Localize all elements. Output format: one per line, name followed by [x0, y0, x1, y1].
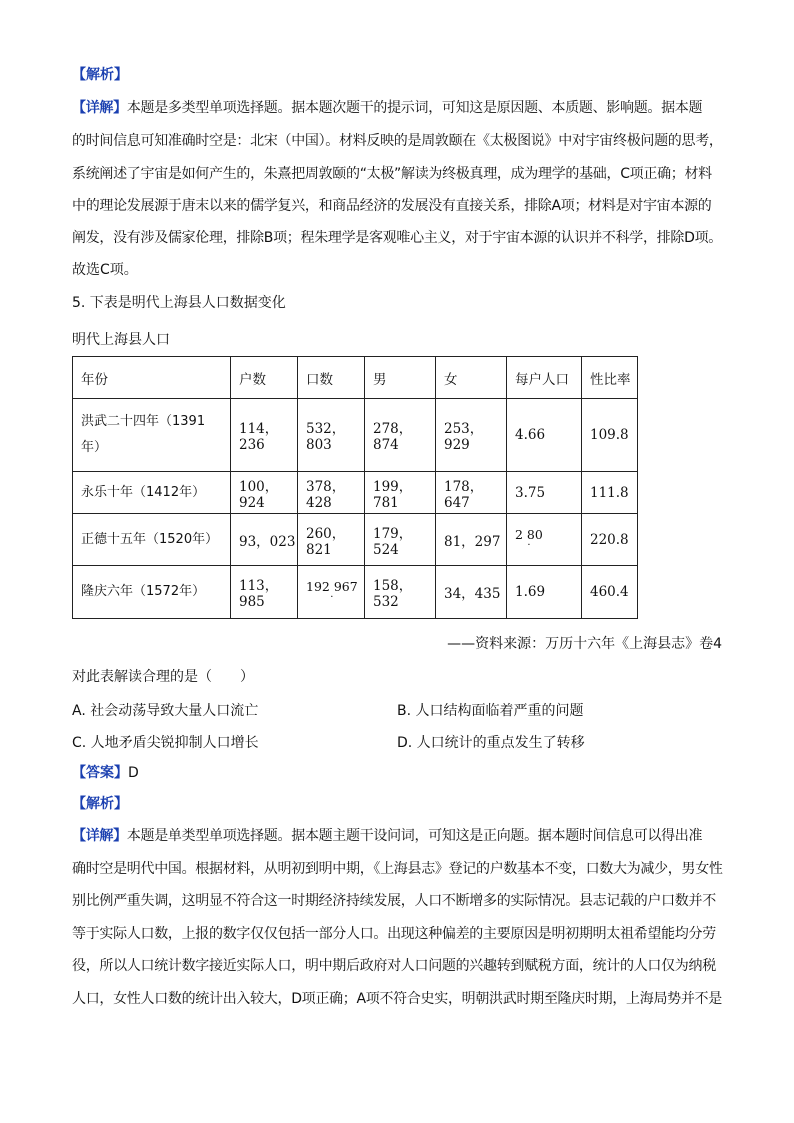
per-household-cell: 4.66: [507, 399, 582, 472]
female-cell: 253，929: [436, 399, 507, 472]
male-cell: 179，524: [365, 514, 436, 566]
option-c: C. 人地矛盾尖锐抑制人口增长: [72, 735, 259, 751]
population-cell: 192 967 ·: [298, 566, 365, 619]
population-cell: 260，821: [298, 514, 365, 566]
detail-paragraph-line: 中的理论发展源于唐末以来的儒学复兴，和商品经济的发展没有直接关系，排除A项；材料是对宇宙本源的: [72, 198, 712, 214]
per-household-cell: 2 80 ·: [507, 514, 582, 566]
table-row: [73, 566, 638, 619]
option-b: B. 人口结构面临着严重的问题: [397, 703, 584, 719]
detail-paragraph-line: 故选C项。: [72, 262, 138, 278]
households-cell: 114，236: [231, 399, 298, 472]
header-cell: 男: [365, 357, 436, 399]
male-cell: 278，874: [365, 399, 436, 472]
detail-paragraph-line: 役，所以人口统计数字接近实际人口，明中期后政府对人口问题的兴趣转到赋税方面，统计的人口仅为纳税: [72, 958, 716, 974]
per-household-cell: 3.75: [507, 472, 582, 514]
option-a: A. 社会动荡导致大量人口流亡: [72, 703, 259, 719]
detail-paragraph-line: 确时空是明代中国。根据材料，从明初到明中期，《上海县志》登记的户数基本不变，口数大为减少，男女性: [72, 861, 723, 877]
table-caption: 明代上海县人口: [72, 332, 170, 348]
answer-value: D: [128, 765, 139, 781]
households-cell: 113，985: [231, 566, 298, 619]
header-cell: 口数: [298, 357, 365, 399]
female-cell: 81，297: [436, 514, 507, 566]
households-cell: 93，023: [231, 514, 298, 566]
year-cell: 正德十五年（1520年）: [73, 514, 231, 566]
detail-paragraph-line: 阐发，没有涉及儒家伦理，排除B项；程朱理学是客观唯心主义，对于宇宙本源的认识并不科学，排除D项。: [72, 230, 722, 246]
detail-paragraph-line: 系统阐述了宇宙是如何产生的，朱熹把周敦颐的“太极”解读为终极真理，成为理学的基础，C项正确；材料: [72, 166, 712, 182]
male-cell: 199，781: [365, 472, 436, 514]
detail-paragraph-line: 人口，女性人口数的统计出入较大，D项正确；A项不符合史实，明朝洪武时期至隆庆时期，上海局势并不是: [72, 991, 722, 1007]
detail-paragraph-line: 【详解】本题是单类型单项选择题。据本题主题干设问词，可知这是正向题。据本题时间信息可以得出准: [72, 828, 703, 844]
table-row: [73, 399, 638, 472]
sex-ratio-cell: 220.8: [582, 514, 638, 566]
year-cell: 洪武二十四年（1391 年）: [73, 399, 231, 472]
year-cell: 永乐十年（1412年）: [73, 472, 231, 514]
year-cell: 隆庆六年（1572年）: [73, 566, 231, 619]
detail-paragraph-line: 等于实际人口数，上报的数字仅仅包括一部分人口。出现这种偏差的主要原因是明初期明太祖希望能均分劳: [72, 926, 716, 942]
female-cell: 34，435: [436, 566, 507, 619]
table-source: ——资料来源：万历十六年《上海县志》卷4: [447, 636, 722, 652]
analysis-tag: 【解析】: [72, 796, 128, 812]
analysis-tag: 【解析】: [72, 67, 128, 83]
detail-tag: 【详解】: [72, 100, 127, 116]
header-cell: 女: [436, 357, 507, 399]
header-cell: 每户人口: [507, 357, 582, 399]
population-cell: 378，428: [298, 472, 365, 514]
detail-paragraph-line: 的时间信息可知准确时空是：北宋（中国）。材料反映的是周敦颐在《太极图说》中对宇宙终极问题的思考，: [72, 133, 723, 149]
header-cell: 性比率: [582, 357, 638, 399]
female-cell: 178，647: [436, 472, 507, 514]
households-cell: 100，924: [231, 472, 298, 514]
sex-ratio-cell: 109.8: [582, 399, 638, 472]
population-table: [72, 356, 638, 619]
table-row: [73, 472, 638, 514]
question-prompt: 对此表解读合理的是（ ）: [72, 669, 254, 685]
population-cell: 532，803: [298, 399, 365, 472]
table-row: [73, 514, 638, 566]
table-header-row: [73, 357, 638, 399]
detail-paragraph-line: 【详解】本题是多类型单项选择题。据本题次题干的提示词，可知这是原因题、本质题、影响题。据本题: [72, 100, 703, 116]
question-stem: 5. 下表是明代上海县人口数据变化: [72, 295, 286, 311]
header-cell: 户数: [231, 357, 298, 399]
answer-tag: 【答案】: [72, 765, 128, 781]
detail-tag: 【详解】: [72, 828, 127, 844]
male-cell: 158，532: [365, 566, 436, 619]
option-d: D. 人口统计的重点发生了转移: [397, 735, 585, 751]
sex-ratio-cell: 460.4: [582, 566, 638, 619]
per-household-cell: 1.69: [507, 566, 582, 619]
answer-line: [72, 763, 139, 783]
header-cell: 年份: [73, 357, 231, 399]
sex-ratio-cell: 111.8: [582, 472, 638, 514]
detail-paragraph-line: 别比例严重失调，这明显不符合这一时期经济持续发展，人口不断增多的实际情况。县志记载的户口数并不: [72, 893, 716, 909]
